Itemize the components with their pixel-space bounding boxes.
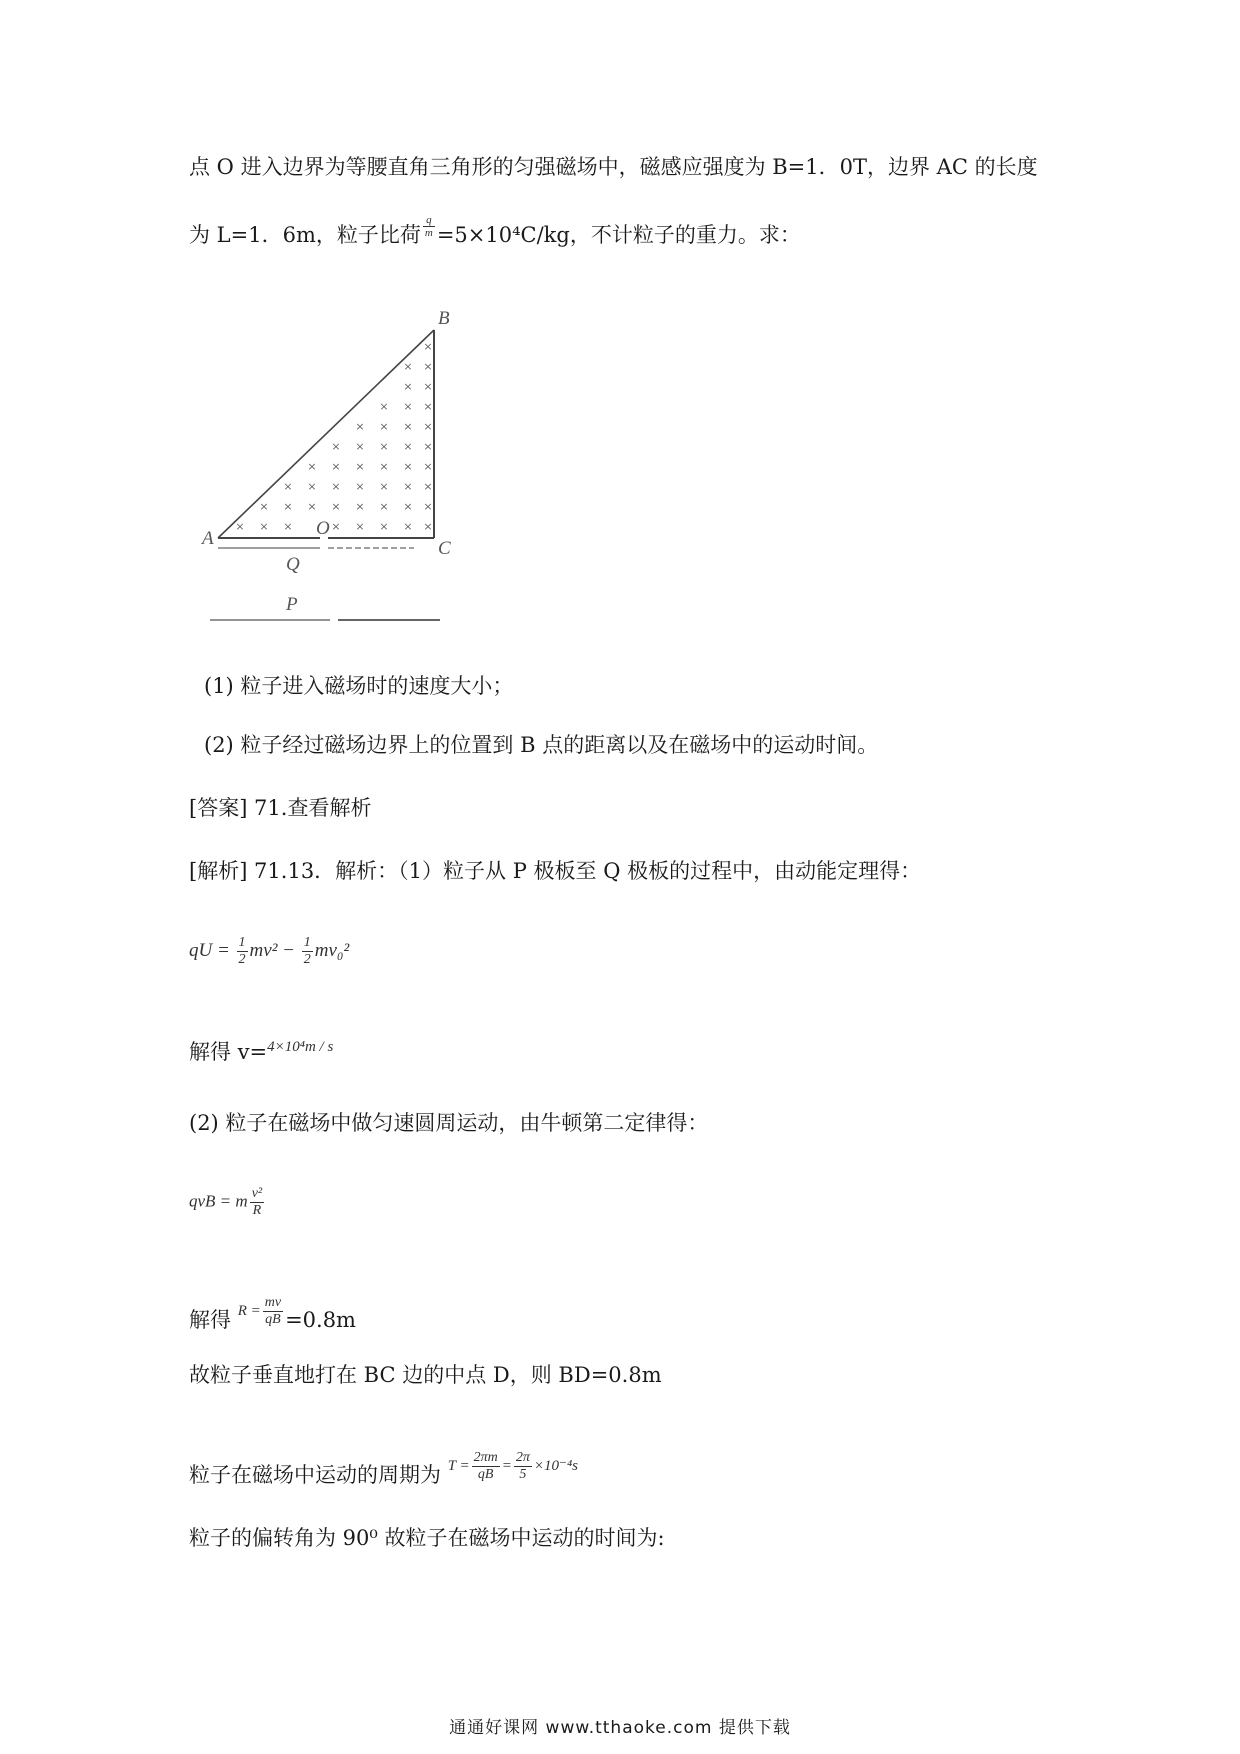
eq2-fraction xyxy=(250,1186,264,1219)
period-lhs: T = xyxy=(447,1457,470,1474)
period-f2-den: 5 xyxy=(519,1467,527,1482)
field-cross-mark: × xyxy=(283,500,293,513)
field-cross-mark: × xyxy=(403,460,413,473)
field-cross-mark: × xyxy=(403,440,413,453)
field-cross-mark: × xyxy=(307,460,317,473)
question-2: (2) 粒子经过磁场边界上的位置到 B 点的距离以及在磁场中的运动时间。 xyxy=(204,733,879,757)
field-cross-mark: × xyxy=(307,480,317,493)
part2-intro: (2) 粒子在磁场中做匀速圆周运动，由牛顿第二定律得： xyxy=(189,1111,709,1135)
eq1-mid2: mv₀² xyxy=(314,939,350,961)
period-formula xyxy=(447,1450,578,1482)
eq1-fraction-2 xyxy=(302,935,313,968)
field-cross-mark: × xyxy=(355,520,365,533)
field-cross-mark: × xyxy=(423,480,433,493)
field-cross-mark: × xyxy=(379,460,389,473)
analysis-intro: [解析] 71.13．解析：（1）粒子从 P 极板至 Q 极板的过程中，由动能定理得： xyxy=(189,859,922,883)
problem-line-2-post: =5×10⁴C/kg，不计粒子的重力。求： xyxy=(436,223,801,247)
field-cross-mark: × xyxy=(423,380,433,393)
period-eq: = xyxy=(501,1457,512,1474)
eq1-f2-num: 1 xyxy=(303,935,311,950)
eq2-den: R xyxy=(252,1203,262,1218)
field-cross-mark: × xyxy=(379,500,389,513)
period-tail: ×10⁻⁴s xyxy=(533,1457,578,1474)
field-cross-mark: × xyxy=(423,360,433,373)
field-cross-mark: × xyxy=(403,420,413,433)
question-1: (1) 粒子进入磁场时的速度大小； xyxy=(204,674,514,698)
field-cross-mark: × xyxy=(355,480,365,493)
field-cross-mark: × xyxy=(331,440,341,453)
problem-line-2 xyxy=(189,214,801,250)
field-cross-mark: × xyxy=(355,440,365,453)
label-a: A xyxy=(202,528,214,549)
field-cross-mark: × xyxy=(259,520,269,533)
period-f1-num: 2πm xyxy=(473,1450,498,1465)
field-cross-mark: × xyxy=(355,420,365,433)
problem-line-1: 点 O 进入边界为等腰直角三角形的匀强磁场中，磁感应强度为 B=1．0T，边界 AC 的长度 xyxy=(189,155,1038,179)
field-cross-mark: × xyxy=(423,420,433,433)
field-cross-mark: × xyxy=(259,500,269,513)
equation-newton xyxy=(189,1186,266,1219)
field-cross-mark: × xyxy=(403,480,413,493)
eq1-f1-den: 2 xyxy=(238,952,246,967)
eq1-f2-den: 2 xyxy=(303,952,311,967)
field-cross-mark: × xyxy=(379,400,389,413)
field-cross-mark: × xyxy=(235,520,245,533)
solve-velocity-line xyxy=(189,1032,333,1067)
solve-v-value: 4×10⁴m / s xyxy=(267,1039,334,1055)
eq2-lhs: qvB = m xyxy=(189,1191,248,1211)
label-b: B xyxy=(438,308,450,329)
field-cross-mark: × xyxy=(403,520,413,533)
solve-r-lhs: R = xyxy=(237,1302,261,1319)
field-cross-mark: × xyxy=(283,520,293,533)
field-cross-mark: × xyxy=(423,440,433,453)
answer-line: [答案] 71.查看解析 xyxy=(189,796,372,820)
solve-v-label: 解得 v= xyxy=(189,1040,268,1064)
field-cross-mark: × xyxy=(423,500,433,513)
magnetic-field-triangle-diagram xyxy=(200,300,460,630)
field-cross-mark: × xyxy=(423,340,433,353)
field-cross-mark: × xyxy=(379,440,389,453)
charge-mass-ratio-fraction xyxy=(423,214,435,239)
field-cross-mark: × xyxy=(283,480,293,493)
solve-r-label: 解得 xyxy=(189,1307,231,1332)
fraction-numerator: q xyxy=(423,214,435,227)
edge-ab xyxy=(218,330,434,538)
solve-r-fraction xyxy=(263,1295,283,1328)
magnetic-field-crosses xyxy=(235,340,432,533)
page-footer: 通通好课网 www.tthaoke.com 提供下载 xyxy=(449,1718,791,1738)
bd-line: 故粒子垂直地打在 BC 边的中点 D，则 BD=0.8m xyxy=(189,1363,662,1387)
field-cross-mark: × xyxy=(379,520,389,533)
solve-r-formula xyxy=(237,1295,285,1327)
eq1-lhs: qU = xyxy=(189,939,230,961)
field-cross-mark: × xyxy=(403,380,413,393)
field-cross-mark: × xyxy=(379,420,389,433)
solve-r-num: mv xyxy=(264,1295,282,1310)
period-line xyxy=(189,1450,578,1490)
deflection-line: 粒子的偏转角为 90⁰ 故粒子在磁场中运动的时间为: xyxy=(189,1526,665,1550)
field-cross-mark: × xyxy=(379,480,389,493)
label-p: P xyxy=(286,594,298,615)
equation-kinetic-energy xyxy=(189,935,349,968)
eq1-mid1: mv² − xyxy=(249,939,295,961)
solve-radius-line xyxy=(189,1295,356,1335)
field-cross-mark: × xyxy=(403,500,413,513)
solve-r-den: qB xyxy=(265,1312,281,1327)
field-cross-mark: × xyxy=(331,500,341,513)
problem-line-2-pre: 为 L=1．6m，粒子比荷 xyxy=(189,223,421,247)
field-cross-mark: × xyxy=(331,520,341,533)
period-label: 粒子在磁场中运动的周期为 xyxy=(189,1462,441,1487)
field-cross-mark: × xyxy=(355,500,365,513)
eq1-f1-num: 1 xyxy=(238,935,246,950)
period-fraction-1 xyxy=(472,1450,500,1483)
period-f2-num: 2π xyxy=(515,1450,530,1465)
field-cross-mark: × xyxy=(403,400,413,413)
label-q: Q xyxy=(286,554,300,575)
label-c: C xyxy=(438,538,451,559)
field-cross-mark: × xyxy=(331,480,341,493)
field-cross-mark: × xyxy=(403,360,413,373)
field-cross-mark: × xyxy=(307,500,317,513)
fraction-denominator: m xyxy=(424,227,433,239)
eq1-fraction-1 xyxy=(237,935,248,968)
field-cross-mark: × xyxy=(423,400,433,413)
period-fraction-2 xyxy=(514,1450,532,1483)
eq2-num: v² xyxy=(251,1186,263,1201)
field-cross-mark: × xyxy=(331,460,341,473)
solve-r-value: =0.8m xyxy=(285,1307,356,1332)
field-cross-mark: × xyxy=(423,520,433,533)
label-o: O xyxy=(316,518,330,539)
field-cross-mark: × xyxy=(355,460,365,473)
field-cross-mark: × xyxy=(423,460,433,473)
period-f1-den: qB xyxy=(477,1467,494,1482)
